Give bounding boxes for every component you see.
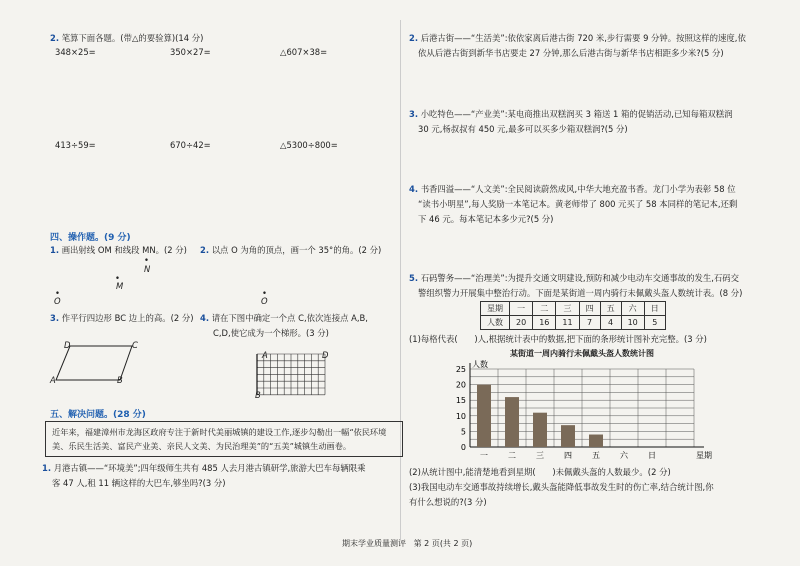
question-text: 画出射线 OM 和线段 MN。(2 分) — [61, 245, 187, 255]
column-divider — [400, 20, 401, 540]
question-text: 以点 O 为角的顶点，画一个 35°的角。(2 分) — [211, 245, 382, 255]
problem-1-line1: 1. 月港古镇——“环境美”;四年级师生共有 485 人去月港古镇研学,旅游大巴车每辆限乘 — [42, 463, 366, 473]
table-row: 人数 20 16 11 7 4 10 5 — [481, 316, 666, 330]
x-tick-label: 日 — [648, 451, 656, 460]
chart-bar-4 — [561, 425, 575, 447]
footer-title: 期末学业质量测评 — [342, 539, 406, 548]
point-m-label: M — [116, 281, 124, 291]
calc-item: 413÷59= — [55, 140, 96, 150]
y-tick-label: 20 — [455, 380, 466, 390]
intro-box: 近年来，福建漳州市龙海区政府专注于新时代美丽城镇的建设工作,逐步勾勒出一幅“依民环境美、乐民生活美、富民产业美、亲民人文美、为民治理美”的“五美”城镇生动画卷。 — [45, 421, 403, 457]
problem-2-line1: 2. 后港古街——“生活美”:依依家离后港古街 720 米,步行需要 9 分钟。按照这样的速度,依 — [409, 33, 746, 43]
chart-bar-5 — [589, 435, 603, 447]
problem-5-line1: 5. 石码警务——“治理美”:为提升交通文明建设,预防和减少电动车交通事故的发生,石码交 — [409, 273, 740, 283]
problem-4-line1: 4. 书香四溢——“人文美”:全民阅读蔚然成风,中华大地充盈书香。龙门小学为表彰 58 位 — [409, 184, 736, 194]
vertex-o-dot: • — [262, 288, 267, 298]
operation-4-line1: 4. 请在下图中确定一个点 C,依次连接点 A,B, — [200, 313, 368, 323]
vertex-o-label: O — [261, 296, 268, 306]
question-text: 客 47 人,租 11 辆这样的大巴车,够坐吗?(3 分) — [52, 478, 226, 488]
helmet-table — [480, 301, 666, 330]
chart-title: 某街道一周内骑行未佩戴头盔人数统计图 — [510, 349, 654, 358]
x-tick-label: 五 — [592, 451, 600, 460]
x-tick-label: 六 — [620, 451, 628, 460]
x-axis-label: 星期 — [696, 451, 712, 460]
question-text: 请在下图中确定一个点 C,依次连接点 A,B, — [211, 313, 368, 323]
question-text: 依从后港古街到新华书店要走 27 分钟,那么后港古街与新华书店相距多少米?(5 分) — [418, 48, 724, 58]
question-text: 作平行四边形 BC 边上的高。(2 分) — [61, 313, 194, 323]
point-o-label: O — [54, 296, 61, 306]
y-tick-label: 10 — [455, 411, 466, 421]
operation-1: 1. 画出射线 OM 和线段 MN。(2 分) — [50, 245, 187, 255]
question-2 — [50, 32, 203, 44]
question-text: “读书小明星”,每人奖励一本笔记本。黄老师带了 800 元买了 58 本同样的笔记本,还剩 — [418, 199, 738, 209]
x-tick-label: 一 — [480, 451, 488, 460]
chart-bar-3 — [533, 413, 547, 447]
point-m-dot: • — [115, 273, 120, 283]
bar-chart — [440, 355, 720, 465]
point-n-label: N — [144, 264, 151, 274]
operation-3: 3. 作平行四边形 BC 边上的高。(2 分) — [50, 313, 194, 323]
question-text: 月港古镇——“环境美”;四年级师生共有 485 人去月港古镇研学,旅游大巴车每辆限乘 — [53, 463, 366, 473]
grid-point-b: B — [255, 390, 261, 400]
y-tick-label: 5 — [460, 427, 466, 437]
sub-question-2: (2)从统计图中,能清楚地看到星期( )未佩戴头盔的人数最少。(2 分) — [409, 467, 671, 477]
section-title: 五、解决问题。(28 分) — [50, 410, 146, 420]
point-n-dot: • — [144, 255, 149, 265]
grid-point-d: D — [322, 350, 329, 360]
question-text: 石码警务——“治理美”:为提升交通文明建设,预防和减少电动车交通事故的发生,石码交 — [420, 273, 740, 283]
question-text: 警组织警力开展集中整治行动。下面是某街道一周内骑行未佩戴头盔人数统计表。(8 分) — [418, 288, 743, 298]
calc-item: 670÷42= — [170, 140, 211, 150]
grid-point-a: A — [262, 350, 268, 360]
question-text: 后港古街——“生活美”:依依家离后港古街 720 米,步行需要 9 分钟。按照这样的速度,依 — [420, 33, 746, 43]
y-tick-label: 25 — [455, 365, 466, 374]
footer — [342, 538, 472, 549]
question-text: C,D,使它成为一个梯形。(3 分) — [213, 328, 329, 338]
table-header-row: 星期 一 二 三 四 五 六 日 — [481, 302, 666, 316]
calc-item: 348×25= — [55, 47, 96, 57]
vertex-b-label: B — [117, 375, 123, 385]
chart-bar-1 — [477, 385, 491, 447]
sub-question-1: (1)每格代表( )人,根据统计表中的数据,把下面的条形统计图补充完整。(3 分) — [409, 334, 707, 344]
calc-item: △607×38= — [280, 47, 328, 57]
question-text: 下 46 元。每本笔记本多少元?(5 分) — [418, 214, 554, 224]
x-tick-label: 三 — [536, 451, 544, 460]
sub-question-3: (3)我国电动车交通事故持续增长,戴头盔能降低事故发生时的伤亡率,结合统计图,你 — [409, 482, 714, 492]
y-tick-label: 15 — [455, 396, 466, 406]
question-text: 书香四溢——“人文美”:全民阅读蔚然成风,中华大地充盈书香。龙门小学为表彰 58 位 — [420, 184, 736, 194]
question-text: 30 元,杨叔叔有 450 元,最多可以买多少箱双糕润?(5 分) — [418, 124, 628, 134]
question-text: 小吃特色——“产业美”:某电商推出双糕润买 3 箱送 1 箱的促销活动,已知每箱双糕润 — [420, 109, 733, 119]
x-tick-label: 二 — [508, 451, 516, 460]
y-tick-label: 0 — [460, 443, 466, 452]
sub-question-3-cont: 有什么想说的?(3 分) — [409, 497, 487, 507]
question-text: 笔算下面各题。(带△的要验算)(14 分) — [61, 33, 204, 43]
operation-2: 2. 以点 O 为角的顶点，画一个 35°的角。(2 分) — [200, 245, 382, 255]
vertex-c-label: C — [132, 340, 138, 350]
point-o-dot: • — [55, 288, 60, 298]
calc-item: △5300÷800= — [280, 140, 338, 150]
vertex-d-label: D — [64, 340, 71, 350]
y-axis-label: 人数 — [472, 360, 488, 369]
problem-3-line1: 3. 小吃特色——“产业美”:某电商推出双糕润买 3 箱送 1 箱的促销活动,已知每箱双糕润 — [409, 109, 733, 119]
chart-bar-2 — [505, 397, 519, 447]
vertex-a-label: A — [50, 375, 56, 385]
question-number: 2. — [50, 33, 60, 43]
x-tick-label: 四 — [564, 451, 572, 460]
calc-item: 350×27= — [170, 47, 211, 57]
section-title: 四、操作题。(9 分) — [50, 233, 131, 243]
footer-page: 第 2 页(共 2 页) — [413, 539, 473, 548]
